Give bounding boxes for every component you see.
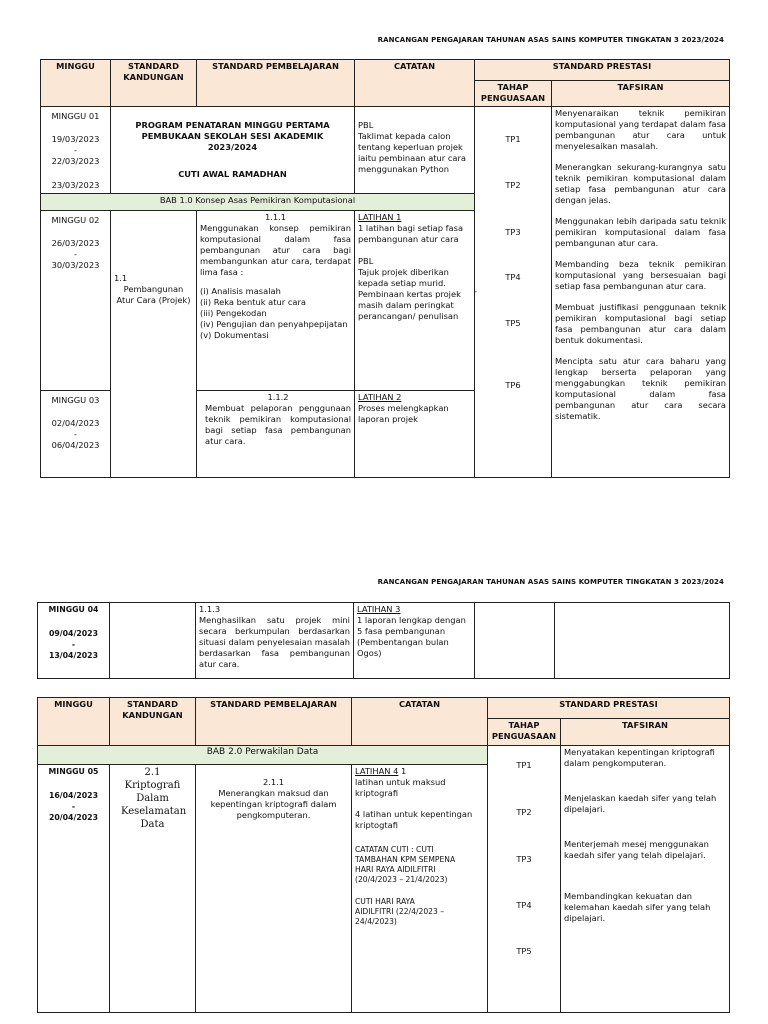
week-5-cell (38, 765, 110, 1013)
tafsiran-4: Membanding beza teknik pemikiran komputasional yang bersesuaian bagi setiap fasa pembangunan atur cara. (555, 259, 727, 291)
latihan-line (355, 766, 484, 777)
tafsiran-3: Menggunakan lebih daripada satu teknik pemikiran komputasional dalam fasa pembangunan atur cara. (555, 216, 727, 248)
catatan-text: 1 laporan lengkap dengan 5 fasa pembangunan (Pembentangan bulan Ogos) (357, 615, 466, 658)
date-start: 19/03/2023 (51, 134, 100, 144)
catatan-text: 1 latihan bagi setiap fasa pembangunan atur cara (358, 223, 464, 244)
week-1-catatan (355, 107, 475, 194)
rpt-table-2 (37, 602, 730, 679)
col-minggu: MINGGU (38, 698, 110, 746)
week-label: MINGGU 02 (51, 215, 100, 225)
col-standard-kandungan: STANDARD KANDUNGAN (111, 60, 197, 107)
tafsiran-1: Menyatakan kepentingan kriptografi dalam pengkomputeran. (564, 747, 715, 768)
catatan-text: Proses melengkapkan laporan projek (358, 403, 449, 424)
catatan-text: latihan untuk maksud kriptografi (355, 777, 446, 798)
tp-5: TP5 (505, 318, 521, 328)
date-end: 06/04/2023 (51, 440, 100, 450)
week-4-tp (475, 603, 555, 679)
catatan-pbl: PBL (358, 256, 374, 266)
week-4-tafsiran (555, 603, 730, 679)
col-catatan: CATATAN (352, 698, 488, 746)
phase-item: (i) Analisis masalah (200, 286, 281, 296)
date-end: 30/03/2023 (51, 260, 100, 270)
date-dash: - (74, 249, 77, 259)
week-4-sp (196, 603, 354, 679)
sk-title: Kriptografi Dalam Keselamatan Data (121, 780, 187, 830)
rpt-table-1 (40, 59, 730, 478)
phase-item: (iv) Pengujian dan penyahpepijatan (200, 319, 348, 329)
col-tafsiran: TAFSIRAN (552, 81, 730, 107)
date-end: 20/04/2023 (48, 813, 99, 822)
tp-2: TP2 (516, 807, 532, 817)
sp-number: 1.1.2 (267, 392, 289, 402)
phase-item: (ii) Reka bentuk atur cara (200, 297, 306, 307)
tp-4: TP4 (505, 272, 521, 282)
bab-2-title: BAB 2.0 Perwakilan Data (38, 746, 488, 765)
date-start: 02/04/2023 (51, 418, 100, 428)
tp-2: TP2 (505, 180, 521, 190)
date-dash: - (74, 145, 77, 155)
date-end: 22/03/2023 (51, 156, 100, 166)
col-catatan: CATATAN (355, 60, 475, 107)
sp-cell (196, 765, 352, 1013)
sk-cell (110, 765, 196, 1013)
tp-cell (488, 746, 561, 1013)
week-5-catatan (352, 765, 488, 1013)
tafsiran-5: Membuat justifikasi penggunaan teknik pemikiran komputasional bagi setiap fasa pembangunan atur cara dalam bentuk dokumentasi. (555, 302, 727, 345)
col-standard-prestasi: STANDARD PRESTASI (475, 60, 730, 81)
tafsiran-5: Membandingkan kekuatan dan kelemahan kaedah sifer yang telah dipelajari. (564, 891, 711, 923)
latihan-link: LATIHAN 1 (358, 212, 402, 222)
tafsiran-1: Menyenaraikan teknik pemikiran komputasional yang terdapat dalam fasa pembangunan atur cara untuk menyelesaikan masalah. (555, 108, 727, 151)
date-end: 13/04/2023 (48, 651, 99, 660)
page-header: RANCANGAN PENGAJARAN TAHUNAN ASAS SAINS KOMPUTER TINGKATAN 3 2023/2024 (377, 36, 724, 44)
sp-number: 1.1.1 (264, 212, 287, 222)
catatan-taklimat: Taklimat kepada calon tentang keperluan projek iaitu pembinaan atur cara menggunakan Python (358, 131, 466, 174)
week-4-sk (110, 603, 196, 679)
page-header-2: RANCANGAN PENGAJARAN TAHUNAN ASAS SAINS KOMPUTER TINGKATAN 3 2023/2024 (377, 578, 724, 586)
tafsiran-2: Menerangkan sekurang-kurangnya satu teknik pemikiran komputasional dalam setiap fasa pembangunan atur cara dengan jelas. (555, 162, 727, 205)
program-cell (111, 107, 355, 194)
latihan-link: LATIHAN 3 (357, 604, 401, 614)
week-label: MINGGU 01 (51, 111, 100, 121)
cuti-ramadhan: CUTI AWAL RAMADHAN (178, 169, 287, 179)
catatan-text: 4 latihan untuk kepentingan kriptogtafi (355, 809, 473, 830)
catatan-text: Tajuk projek diberikan kepada setiap murid. Pembinaan kertas projek masih dalam peringkat perancangan/ penulisan (358, 267, 461, 321)
col-minggu: MINGGU (41, 60, 111, 107)
program-title: PROGRAM PENATARAN MINGGU PERTAMA PEMBUKAAN SEKOLAH SESI AKADEMIK 2023/2024 (135, 120, 330, 152)
phase-item: (iii) Pengekodan (200, 308, 267, 318)
week-1-cell (41, 107, 111, 194)
tp-1: TP1 (516, 760, 532, 770)
bab-1-title: BAB 1.0 Konsep Asas Pemikiran Komputasional (41, 194, 475, 211)
week-3-catatan (355, 391, 475, 478)
tp-cell (475, 107, 552, 478)
sp-text: Menggunakan konsep pemikiran komputasional dalam fasa pembangunan atur cara bagi membangunkan atur cara, terdapat lima fasa : (200, 223, 351, 277)
col-standard-pembelajaran: STANDARD PEMBELAJARAN (196, 698, 352, 746)
date-start: 26/03/2023 (51, 238, 100, 248)
phase-list (200, 286, 351, 341)
week-label: MINGGU 03 (51, 395, 100, 405)
tafsiran-3: Menterjemah mesej menggunakan kaedah sifer yang telah dipelajari. (564, 839, 709, 860)
date-dash: - (71, 640, 76, 649)
week-2-cell (41, 211, 111, 391)
latihan-link: LATIHAN 4 (355, 766, 399, 776)
tafsiran-2: Menjelaskan kaedah sifer yang telah dipelajari. (564, 793, 717, 814)
sp-text: Menghasilkan satu projek mini secara berkumpulan berdasarkan situasi dalam penyelesaian masalah berdasarkan fasa pembangunan atur cara. (199, 615, 350, 669)
col-tafsiran: TAFSIRAN (561, 719, 730, 746)
rpt-table-3 (37, 697, 730, 1013)
week-label: MINGGU 05 (48, 767, 99, 776)
tafsiran-6: Mencipta satu atur cara baharu yang lengkap berserta pelaporan yang menggabungkan teknik pemikiran komputasional dalam fasa pembangunan atur cara secara sistematik. (555, 356, 727, 421)
sp-1-cell (197, 211, 355, 391)
week-3-cell (41, 391, 111, 478)
col-tahap-penguasaan: TAHAP PENGUASAAN (475, 81, 552, 107)
tp-4: TP4 (516, 900, 532, 910)
date-start: 16/04/2023 (48, 791, 99, 800)
col-standard-pembelajaran: STANDARD PEMBELAJARAN (197, 60, 355, 107)
latihan-suffix: 1 (398, 766, 407, 776)
date-dash: - (74, 429, 77, 439)
tafsiran-cell (552, 107, 730, 478)
col-standard-kandungan: STANDARD KANDUNGAN (110, 698, 196, 746)
sp-text: Menerangkan maksud dan kepentingan kriptografi dalam pengkomputeran. (210, 788, 337, 820)
tp-5: TP5 (516, 946, 532, 956)
date-cuti: 23/03/2023 (51, 180, 100, 190)
week-2-catatan (355, 211, 475, 391)
date-dash: - (71, 802, 76, 811)
tafsiran-cell (561, 746, 730, 1013)
tp-3: TP3 (516, 854, 532, 864)
catatan-cuti: CATATAN CUTI : CUTI TAMBAHAN KPM SEMPENA HARI RAYA AIDILFITRI (20/4/2023 – 21/4/2023) (355, 845, 456, 884)
catatan-cuti: CUTI HARI RAYA AIDILFITRI (22/4/2023 – 24/4/2023) (355, 897, 445, 926)
phase-item: (v) Dokumentasi (200, 330, 269, 340)
latihan-link: LATIHAN 2 (358, 392, 402, 402)
sk-title: Pembangunan Atur Cara (Projek) (116, 284, 191, 305)
sk-number: 1.1 (114, 273, 128, 283)
col-standard-prestasi: STANDARD PRESTASI (488, 698, 730, 719)
week-label: MINGGU 04 (48, 605, 99, 614)
tp-3: TP3 (505, 227, 521, 237)
date-start: 09/04/2023 (48, 629, 99, 638)
catatan-pbl: PBL (358, 120, 374, 130)
sp-2-cell (197, 391, 355, 478)
sk-cell (111, 211, 197, 478)
tp-6: TP6 (505, 380, 521, 390)
sp-number: 1.1.3 (199, 604, 221, 614)
dash-mark: - (474, 286, 477, 296)
week-4-catatan (354, 603, 475, 679)
sp-number: 2.1.1 (262, 777, 285, 787)
sp-text: Membuat pelaporan penggunaan teknik pemikiran komputasional bagi setiap fasa pembangunan atur cara. (205, 403, 351, 446)
sk-number: 2.1 (144, 767, 161, 778)
col-tahap-penguasaan: TAHAP PENGUASAAN (488, 719, 561, 746)
tp-1: TP1 (505, 134, 521, 144)
week-4-cell (38, 603, 110, 679)
